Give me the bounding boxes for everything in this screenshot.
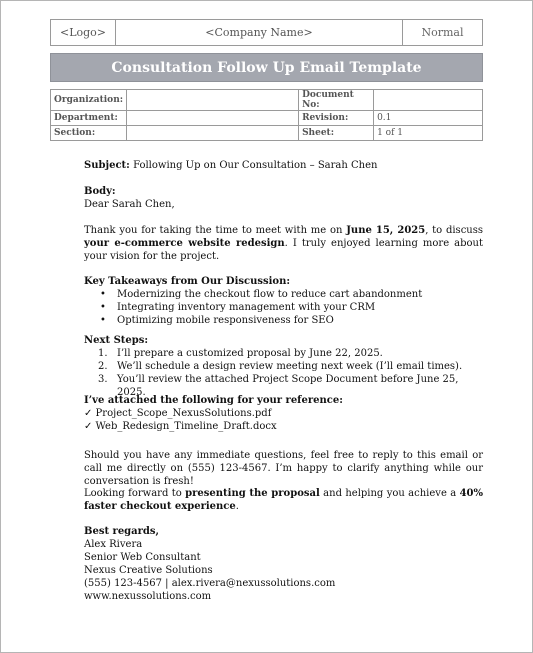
sheet-label: Sheet: <box>299 126 374 141</box>
department-label: Department: <box>51 111 127 126</box>
style-label: Normal <box>403 20 483 46</box>
bullet-icon: • <box>100 302 106 313</box>
signoff: Best regards, <box>84 526 160 537</box>
step-number: 3. <box>98 374 108 385</box>
section-value <box>127 126 299 141</box>
attachments-section <box>84 394 483 433</box>
company-name-placeholder: <Company Name> <box>116 20 403 46</box>
project-name: your e-commerce website redesign <box>84 238 285 249</box>
bullet-icon: • <box>100 315 106 326</box>
step-number: 2. <box>98 361 108 372</box>
questions-paragraph: Should you have any immediate questions, feel free to reply to this email or call me directly on (555) 123-4567. I’m happy to clarify anything while our conversation is fresh! <box>84 450 483 487</box>
organization-value <box>127 90 299 111</box>
intro-text-2: , to discuss <box>425 225 483 236</box>
signature-block <box>84 525 483 603</box>
intro-text-3: . I truly enjoyed learning more about your vision for the project. <box>84 238 484 262</box>
subject-text: Following Up on Our Consultation – Sarah Chen <box>133 160 378 171</box>
step-text: I’ll prepare a customized proposal by June 22, 2025. <box>117 348 383 359</box>
document-info-table <box>50 89 483 141</box>
next-steps-section <box>84 334 483 399</box>
body-label: Body: <box>84 186 116 197</box>
bullet-icon: • <box>100 289 106 300</box>
takeaway-text: Optimizing mobile responsiveness for SEO <box>117 315 334 326</box>
body-block <box>84 185 483 211</box>
meeting-date: June 15, 2025 <box>346 225 426 236</box>
intro-paragraph <box>84 224 483 263</box>
signature-company: Nexus Creative Solutions <box>84 565 213 576</box>
takeaways-section <box>84 275 483 327</box>
list-item <box>84 347 483 360</box>
list-item <box>84 314 483 327</box>
revision-label: Revision: <box>299 111 374 126</box>
closing-bold-2: 40% faster checkout experience <box>84 488 483 512</box>
department-value <box>127 111 299 126</box>
subject-label: Subject: <box>84 160 130 171</box>
takeaway-text: Modernizing the checkout flow to reduce cart abandonment <box>117 289 423 300</box>
step-text: You’ll review the attached Project Scope Document before June 25, 2025. <box>117 374 459 398</box>
signature-website: www.nexussolutions.com <box>84 591 212 602</box>
logo-placeholder: <Logo> <box>51 20 116 46</box>
list-item <box>84 301 483 314</box>
closing-text-1: Looking forward to <box>84 488 182 499</box>
step-number: 1. <box>98 348 108 359</box>
sheet-value: 1 of 1 <box>374 126 483 141</box>
revision-value: 0.1 <box>374 111 483 126</box>
signature-name: Alex Rivera <box>84 539 143 550</box>
list-item <box>84 360 483 373</box>
organization-label: Organization: <box>51 90 127 111</box>
document-header <box>50 19 483 46</box>
closing-text-3: . <box>235 501 239 512</box>
takeaway-text: Integrating inventory management with your CRM <box>117 302 376 313</box>
closing-bold-1: presenting the proposal <box>185 488 320 499</box>
closing-text-2: and helping you achieve a <box>323 488 457 499</box>
attachment-item: ✓ Project_Scope_NexusSolutions.pdf <box>84 408 272 419</box>
signature-title: Senior Web Consultant <box>84 552 201 563</box>
document-no-label: Document No: <box>299 90 374 111</box>
section-label: Section: <box>51 126 127 141</box>
next-steps-heading: Next Steps: <box>84 335 149 346</box>
attachment-item: ✓ Web_Redesign_Timeline_Draft.docx <box>84 421 277 432</box>
intro-text-1: Thank you for taking the time to meet with me on <box>84 225 343 236</box>
closing-paragraph <box>84 487 483 513</box>
document-title: Consultation Follow Up Email Template <box>50 53 483 82</box>
list-item <box>84 288 483 301</box>
takeaways-heading: Key Takeaways from Our Discussion: <box>84 276 291 287</box>
signature-contact: (555) 123-4567 | alex.rivera@nexussolutions.com <box>84 578 336 589</box>
step-text: We’ll schedule a design review meeting next week (I’ll email times). <box>117 361 463 372</box>
document-no-value <box>374 90 483 111</box>
subject-line <box>84 159 483 172</box>
attachments-heading: I’ve attached the following for your reference: <box>84 395 343 406</box>
greeting: Dear Sarah Chen, <box>84 199 175 210</box>
